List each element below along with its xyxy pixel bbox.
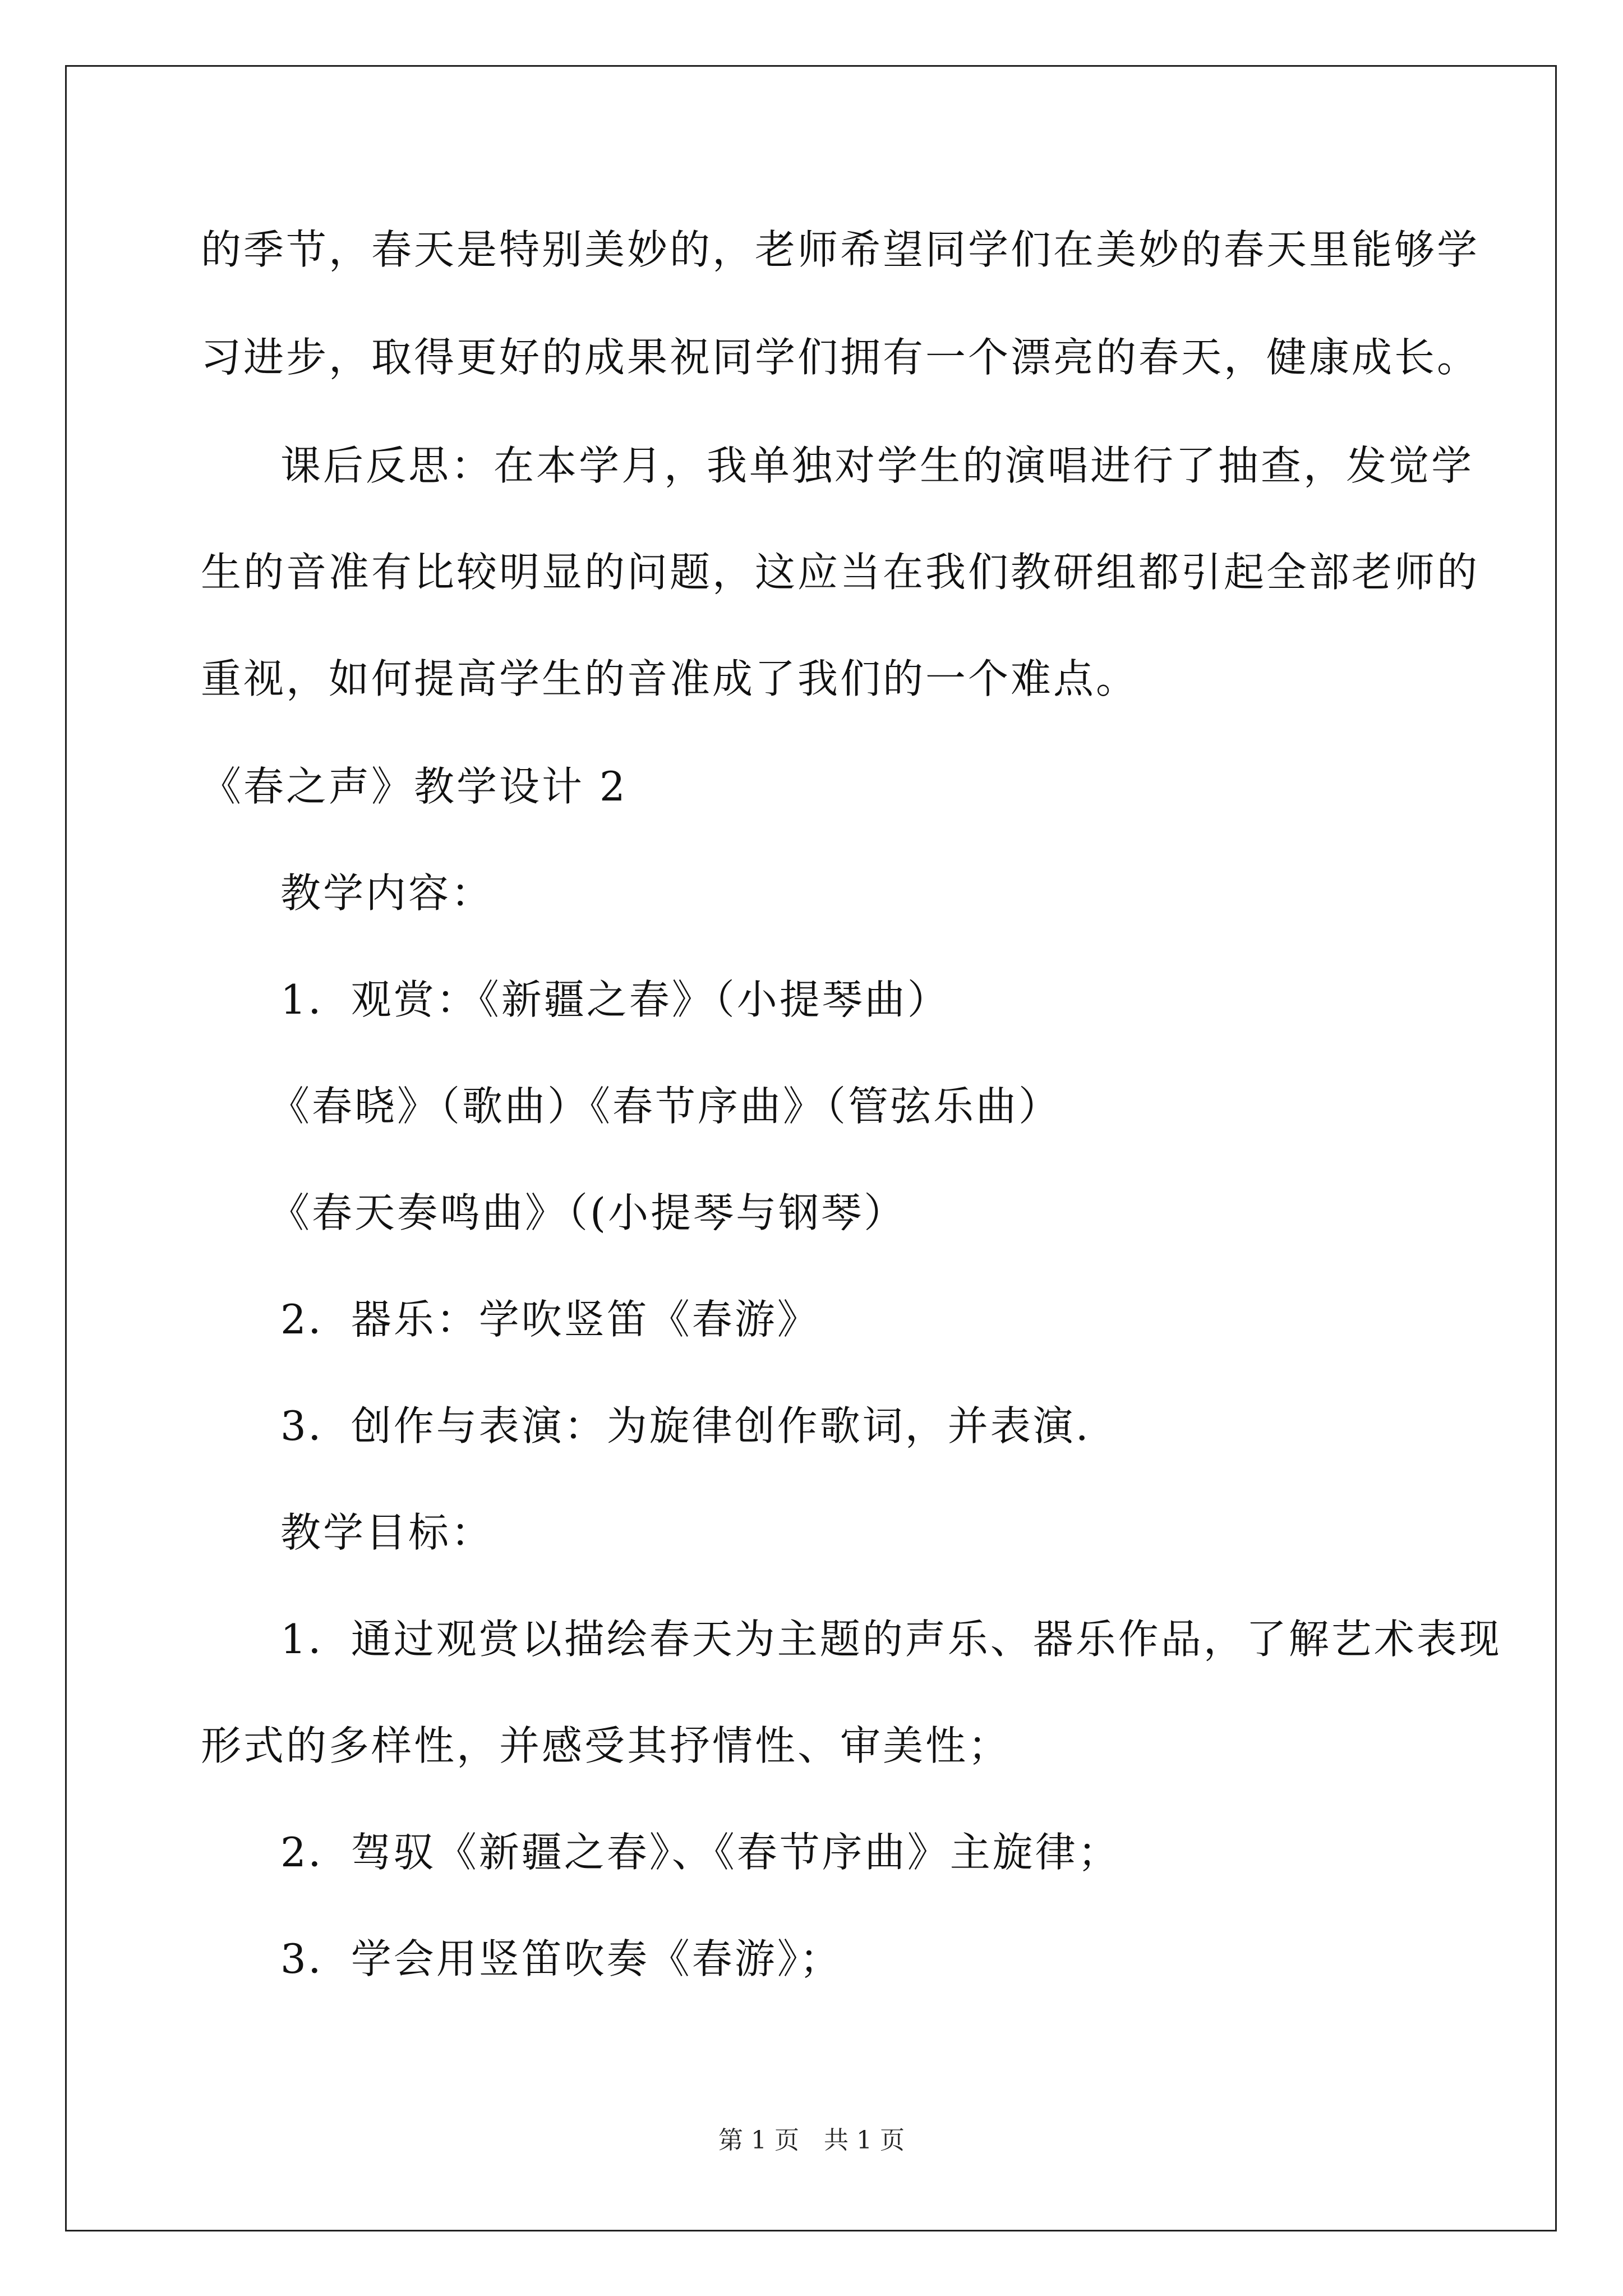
text-line: 教学内容：	[280, 869, 494, 917]
list-item: 《春天奏鸣曲》（(小提琴与钢琴）	[269, 1189, 907, 1236]
text-line: 的季节，春天是特别美妙的，老师希望同学们在美妙的春天里能够学	[201, 226, 1480, 273]
list-item: 1．观赏：《新疆之春》（小提琴曲）	[280, 976, 950, 1023]
text-line: 形式的多样性，并感受其抒情性、审美性；	[201, 1722, 1011, 1769]
text-line: 生的音准有比较明显的问题，这应当在我们教研组都引起全部老师的	[201, 549, 1480, 596]
page-border	[65, 65, 1557, 2231]
list-item: 1．通过观赏以描绘春天为主题的声乐、器乐作品，了解艺术表现	[280, 1616, 1502, 1663]
text-line: 重视，如何提高学生的音准成了我们的一个难点。	[201, 655, 1139, 702]
list-item: 《春晓》（歌曲）《春节序曲》（管弦乐曲）	[269, 1083, 1062, 1130]
section-heading: 《春之声》教学设计 2	[201, 763, 628, 810]
text-line: 习进步，取得更好的成果祝同学们拥有一个漂亮的春天，健康成长。	[201, 334, 1480, 381]
list-item: 2．驾驭《新疆之春》、《春节序曲》主旋律；	[280, 1829, 1121, 1876]
list-item: 3．创作与表演：为旋律创作歌词，并表演.	[280, 1402, 1091, 1450]
list-item: 3．学会用竖笛吹奏《春游》；	[280, 1935, 842, 1982]
text-line: 教学目标：	[280, 1509, 494, 1556]
list-item: 2．器乐：学吹竖笛《春游》	[280, 1296, 820, 1343]
text-line: 课后反思：在本学月，我单独对学生的演唱进行了抽查，发觉学	[280, 442, 1474, 489]
page-footer: 第 1 页 共 1 页	[718, 2126, 905, 2155]
